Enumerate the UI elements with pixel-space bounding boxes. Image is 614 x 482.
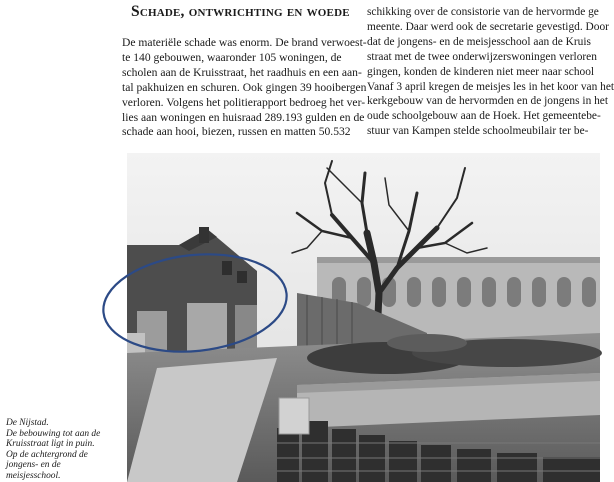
- caption-line: De bebouwing tot aan de: [6, 428, 101, 439]
- photo-caption: [6, 418, 124, 482]
- text-line: Vanaf 3 april kregen de meisjes les in het koor van het: [367, 80, 614, 93]
- text-line: meente. Daar werd ook de secretarie gevestigd. Door: [367, 20, 609, 33]
- caption-line: De Nijstad.: [6, 418, 49, 428]
- historical-photo: [127, 153, 600, 482]
- right-text-column: [367, 5, 614, 139]
- text-line: lies aan woningen en huisraad 289.193 gulden en de: [122, 110, 365, 124]
- text-line: dat de jongens- en de meisjesschool aan de Kruis: [367, 35, 591, 48]
- text-line: oude schoolgebouw aan de Hoek. Het gemeentebe-: [367, 110, 601, 123]
- text-line: scholen aan de Kruisstraat, het raadhuis en een aan-: [122, 65, 362, 79]
- text-line: stuur van Kampen stelde schoolmeubilair ter be-: [367, 125, 589, 138]
- text-line: straat met de twee onderwijzerswoningen verloren: [367, 50, 597, 63]
- text-line: kerkgebouw van de hervormden en de jongens in het: [367, 95, 609, 108]
- text-line: gingen, konden de kinderen niet meer naar school: [367, 65, 595, 78]
- caption-line: jongens- en de: [6, 460, 61, 471]
- text-line: schikking over de consistorie van de hervormde ge: [367, 6, 599, 18]
- text-line: De materiële schade was enorm. De brand verwoest-: [122, 36, 367, 49]
- section-heading: Schade, ontwrichting en woede: [131, 3, 350, 20]
- highlight-ellipse: [97, 248, 297, 358]
- caption-line: meisjesschool.: [6, 470, 61, 481]
- left-text-column: [122, 36, 367, 140]
- text-line: verloren. Volgens het politierapport bedroeg het ver-: [122, 95, 366, 109]
- text-line: schade aan hooi, biezen, russen en matten 50.532: [122, 125, 351, 139]
- caption-line: Op de achtergrond de: [6, 449, 88, 460]
- caption-line: Kruisstraat ligt in puin.: [6, 439, 95, 450]
- text-line: tal pakhuizen en schuren. Ook gingen 39 hooibergen: [122, 80, 367, 94]
- text-line: te 140 gebouwen, waaronder 105 woningen, de: [122, 50, 342, 64]
